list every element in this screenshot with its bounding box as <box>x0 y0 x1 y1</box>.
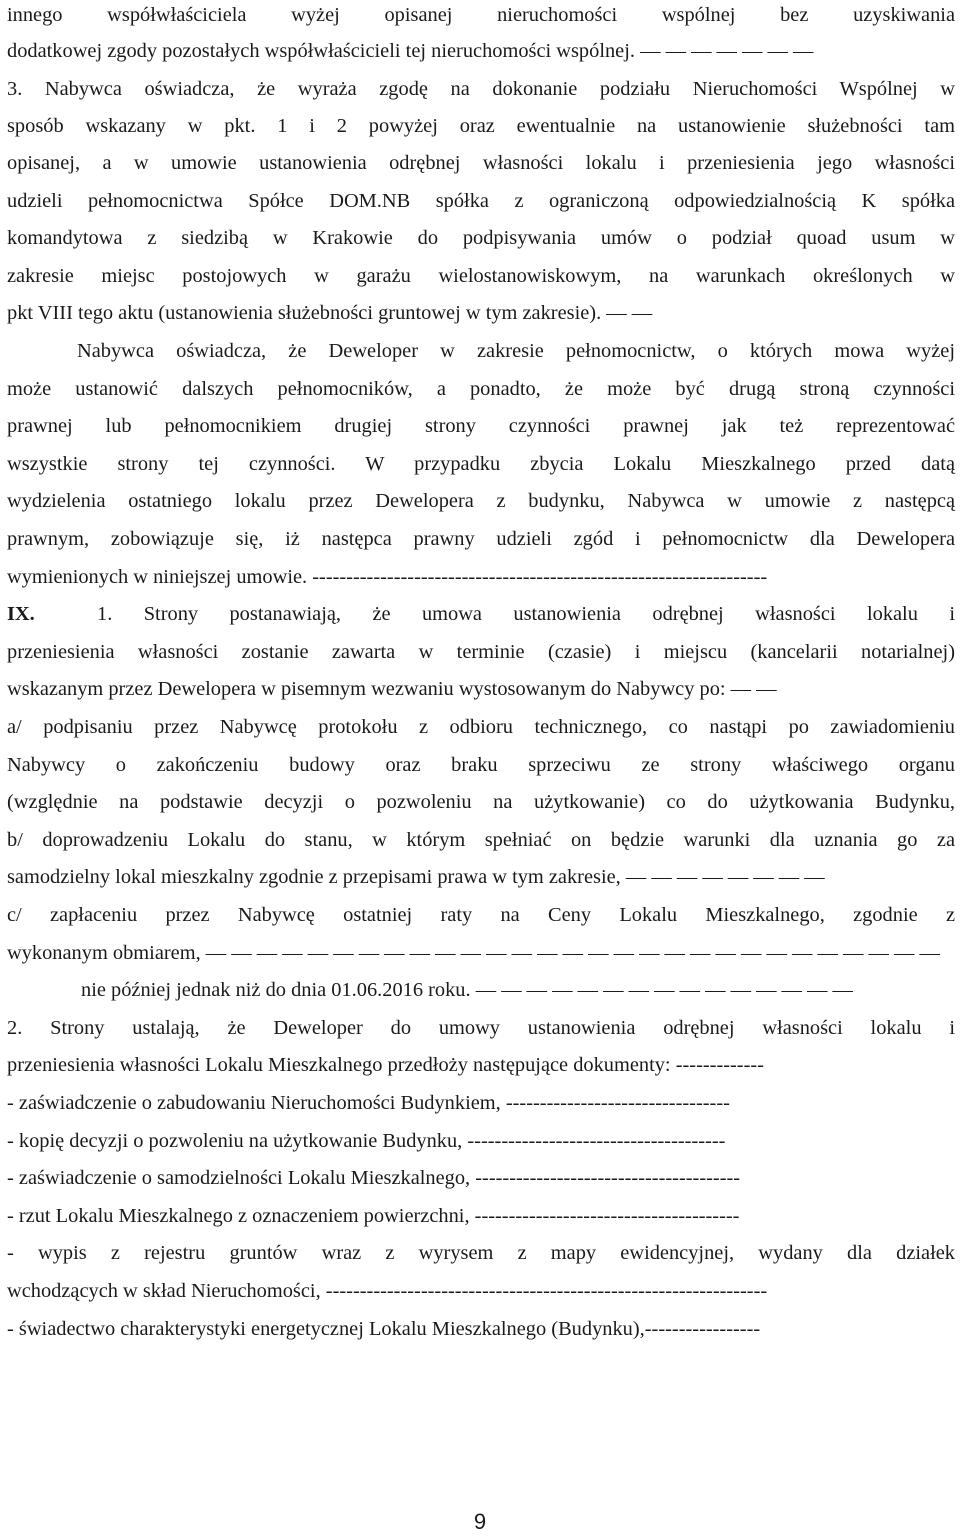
text-line: przeniesienia własności zostanie zawarta w terminie (czasie) i miejscu (kancelarii notarialnej) <box>7 641 955 663</box>
text-line: wykonanym obmiarem, — — — — — — — — — — — –– — — — — — — — — — — –– — — — — — — <box>7 942 940 964</box>
text-line: - zaświadczenie o zabudowaniu Nieruchomości Budynkiem, --------------------------------- <box>7 1092 730 1114</box>
text-line: - zaświadczenie o samodzielności Lokalu Mieszkalnego, --------------------------------------- <box>7 1167 741 1189</box>
text-line: wymienionych w niniejszej umowie. ------------------------------------------------------------------- <box>7 566 768 588</box>
text-line: wydzielenia ostatniego lokalu przez Dewelopera z budynku, Nabywca w umowie z następcą <box>7 490 955 512</box>
text-line: Nabywca oświadcza, że Deweloper w zakresie pełnomocnictw, o których mowa wyżej <box>77 340 955 362</box>
text-line: wszystkie strony tej czynności. W przypadku zbycia Lokalu Mieszkalnego przed datą <box>7 453 955 475</box>
text-line: 3. Nabywca oświadcza, że wyraża zgodę na dokonanie podziału Nieruchomości Wspólnej w <box>7 78 955 100</box>
text-line: komandytowa z siedzibą w Krakowie do podpisywania umów o podział quoad usum w <box>7 227 955 249</box>
text-line: prawnym, zobowiązuje się, iż następca prawny udzieli zgód i pełnomocnictw dla Dewelopera <box>7 528 955 550</box>
text-line: c/ zapłaceniu przez Nabywcę ostatniej raty na Ceny Lokalu Mieszkalnego, zgodnie z <box>7 904 955 926</box>
page-number: 9 <box>473 1509 487 1534</box>
text-line: wskazanym przez Dewelopera w pisemnym wezwaniu wystosowanym do Nabywcy po: — — <box>7 678 777 700</box>
text-line: innego współwłaściciela wyżej opisanej nieruchomości wspólnej bez uzyskiwania <box>7 4 955 26</box>
text-line: - wypis z rejestru gruntów wraz z wyrysem z mapy ewidencyjnej, wydany dla działek <box>7 1242 955 1264</box>
text-line: sposób wskazany w pkt. 1 i 2 powyżej oraz ewentualnie na ustanowienie służebności tam <box>7 115 955 137</box>
text-line: opisanej, a w umowie ustanowienia odrębnej własności lokalu i przeniesienia jego własności <box>7 152 955 174</box>
text-line: udzieli pełnomocnictwa Spółce DOM.NB spółka z ograniczoną odpowiedzialnością K spółka <box>7 190 955 212</box>
text-line: 1. Strony postanawiają, że umowa ustanowienia odrębnej własności lokalu i <box>97 603 955 625</box>
section-line <box>7 599 955 629</box>
text-line: - świadectwo charakterystyki energetycznej Lokalu Mieszkalnego (Budynku),----------------- <box>7 1318 761 1340</box>
text-line: zakresie miejsc postojowych w garażu wielostanowiskowym, na warunkach określonych w <box>7 265 955 287</box>
text-line: pkt VIII tego aktu (ustanowienia służebności gruntowej w tym zakresie). — –– <box>7 302 653 324</box>
text-line: Nabywcy o zakończeniu budowy oraz braku sprzeciwu ze strony właściwego organu <box>7 754 955 776</box>
text-line: samodzielny lokal mieszkalny zgodnie z przepisami prawa w tym zakresie, — — — — — — — — <box>7 866 825 888</box>
text-line: nie później jednak niż do dnia 01.06.2016 roku. — — — — — — — — — — — — — — — <box>81 979 853 1001</box>
text-line: może ustanowić dalszych pełnomocników, a ponadto, że może być drugą stroną czynności <box>7 378 955 400</box>
text-line: wchodzących w skład Nieruchomości, ----------------------------------------------------------------- <box>7 1280 768 1302</box>
text-line: b/ doprowadzeniu Lokalu do stanu, w którym spełniać on będzie warunki dla uznania go za <box>7 829 955 851</box>
text-line: prawnej lub pełnomocnikiem drugiej strony czynności prawnej jak też reprezentować <box>7 415 955 437</box>
text-line: (względnie na podstawie decyzji o pozwoleniu na użytkowanie) co do użytkowania Budynku, <box>7 791 955 813</box>
text-line: przeniesienia własności Lokalu Mieszkalnego przedłoży następujące dokumenty: ------------- <box>7 1054 764 1076</box>
text-line: - kopię decyzji o pozwoleniu na użytkowanie Budynku, -------------------------------------- <box>7 1130 726 1152</box>
text-line: - rzut Lokalu Mieszkalnego z oznaczeniem powierzchni, --------------------------------------- <box>7 1205 740 1227</box>
text-line: 2. Strony ustalają, że Deweloper do umowy ustanowienia odrębnej własności lokalu i <box>7 1017 955 1039</box>
text-line: a/ podpisaniu przez Nabywcę protokołu z odbioru technicznego, co nastąpi po zawiadomieniu <box>7 716 955 738</box>
section-number: IX. <box>7 603 35 625</box>
text-line: dodatkowej zgody pozostałych współwłaścicieli tej nieruchomości wspólnej. — — — — — –– — <box>7 40 814 62</box>
